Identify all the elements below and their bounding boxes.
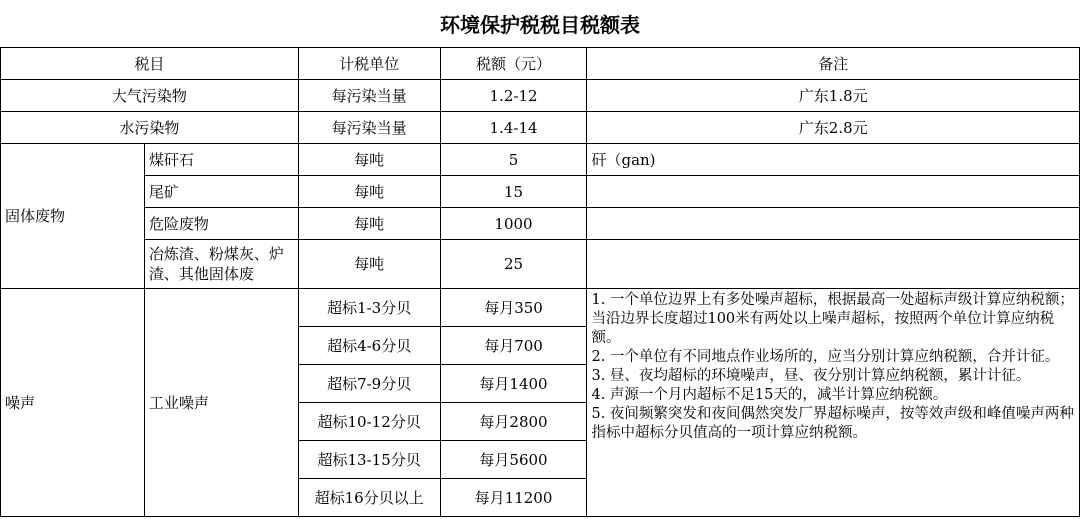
row-remark: 广东1.8元 (587, 80, 1080, 112)
solid-item-amount: 25 (440, 240, 587, 289)
note-item: 3. 昼、夜均超标的环境噪声，昼、夜分别计算应纳税额，累计计征。 (591, 368, 1031, 384)
noise-level-amount: 每月5600 (440, 441, 587, 479)
noise-level-amount: 每月1400 (440, 365, 587, 403)
note-item: 4. 声源一个月内超标不足15天的，减半计算应纳税额。 (591, 387, 948, 403)
category-solid: 固体废物 (1, 144, 145, 289)
noise-level-range: 超标4-6分贝 (298, 327, 440, 365)
noise-level-range: 超标13-15分贝 (298, 441, 440, 479)
header-item: 税目 (1, 48, 299, 80)
solid-item-amount: 5 (440, 144, 587, 176)
noise-level-amount: 每月2800 (440, 403, 587, 441)
solid-item-amount: 1000 (440, 208, 587, 240)
noise-level-range: 超标7-9分贝 (298, 365, 440, 403)
solid-item-unit: 每吨 (298, 208, 440, 240)
table-row (1, 144, 1080, 176)
header-unit: 计税单位 (298, 48, 440, 80)
solid-item-name: 尾矿 (144, 176, 298, 208)
noise-subcategory: 工业噪声 (144, 289, 298, 517)
noise-notes (587, 289, 1080, 517)
solid-item-remark: 矸（gan) (587, 144, 1080, 176)
noise-level-range: 超标10-12分贝 (298, 403, 440, 441)
solid-item-unit: 每吨 (298, 176, 440, 208)
note-item: 1. 一个单位边界上有多处噪声超标，根据最高一处超标声级计算应纳税额；当沿边界长度超过100米有两处以上噪声超标，按照两个单位计算应纳税额。 (591, 292, 1074, 346)
row-item: 水污染物 (1, 112, 299, 144)
noise-level-range: 超标16分贝以上 (298, 479, 440, 517)
noise-level-amount: 每月11200 (440, 479, 587, 517)
table-row (1, 208, 1080, 240)
note-item: 5. 夜间频繁突发和夜间偶然突发厂界超标噪声，按等效声级和峰值噪声两种指标中超标分贝值高的一项计算应纳税额。 (591, 406, 1074, 441)
table-row (1, 289, 1080, 327)
row-unit: 每污染当量 (298, 112, 440, 144)
solid-item-name: 煤矸石 (144, 144, 298, 176)
table-row (1, 112, 1080, 144)
row-amount: 1.4-14 (440, 112, 587, 144)
table-row (1, 80, 1080, 112)
solid-item-amount: 15 (440, 176, 587, 208)
note-item: 2. 一个单位有不同地点作业场所的，应当分别计算应纳税额，合并计征。 (591, 349, 1060, 365)
noise-level-amount: 每月700 (440, 327, 587, 365)
solid-item-unit: 每吨 (298, 240, 440, 289)
solid-item-remark (587, 208, 1080, 240)
category-noise: 噪声 (1, 289, 145, 517)
page-title: 环境保护税税目税额表 (440, 13, 640, 37)
header-remark: 备注 (587, 48, 1080, 80)
noise-level-amount: 每月350 (440, 289, 587, 327)
solid-item-unit: 每吨 (298, 144, 440, 176)
row-amount: 1.2-12 (440, 80, 587, 112)
table-row (1, 240, 1080, 289)
row-item: 大气污染物 (1, 80, 299, 112)
tax-table (0, 47, 1080, 517)
solid-item-name: 冶炼渣、粉煤灰、炉渣、其他固体废 (144, 240, 298, 289)
solid-item-name: 危险废物 (144, 208, 298, 240)
table-row (1, 176, 1080, 208)
table-header-row (1, 48, 1080, 80)
noise-level-range: 超标1-3分贝 (298, 289, 440, 327)
solid-item-remark (587, 240, 1080, 289)
row-remark: 广东2.8元 (587, 112, 1080, 144)
solid-item-remark (587, 176, 1080, 208)
header-amount: 税额（元） (440, 48, 587, 80)
row-unit: 每污染当量 (298, 80, 440, 112)
